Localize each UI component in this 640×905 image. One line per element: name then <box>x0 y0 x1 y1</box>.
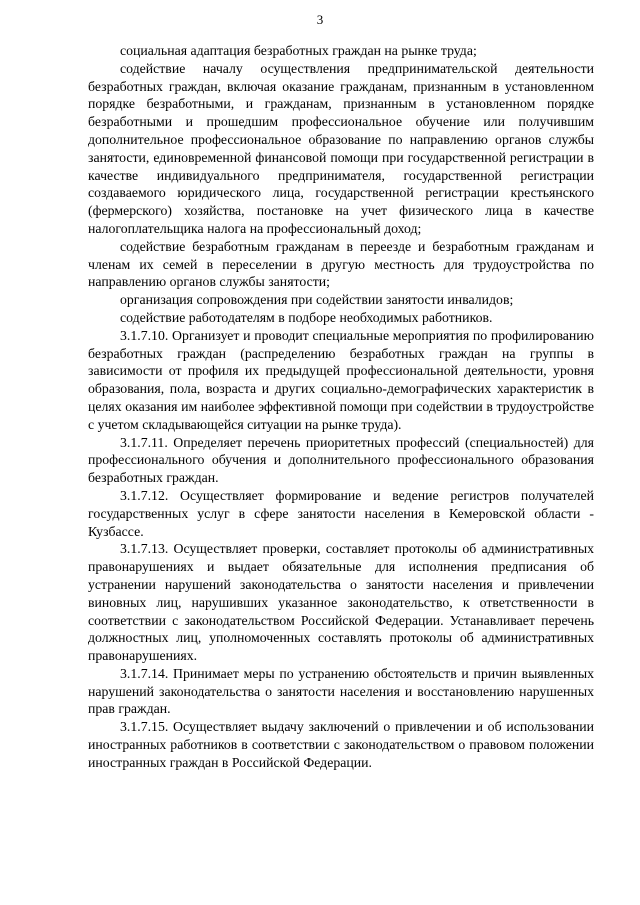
paragraph: содействие безработным гражданам в переезде и безработным гражданам и членам их семей в переселении в другую местность для трудоустройства по направлению органов службы занятости; <box>88 238 594 290</box>
page-number: 3 <box>316 12 324 27</box>
paragraph: 3.1.7.13. Осуществляет проверки, составляет протоколы об административных правонарушениях и выдает обязательные для исполнения предписания об устранении нарушений законодательства о занятости населения и привлечении виновных лиц, нарушивших указанное законодательство, к ответственности в соответствии с законодательством Российской Федерации. Устанавливает перечень должностных лиц, уполномоченных составлять протоколы об административных правонарушениях. <box>88 541 594 664</box>
paragraph: 3.1.7.10. Организует и проводит специальные мероприятия по профилированию безработных граждан (распределению безработных граждан на группы в зависимости от профиля их предыдущей профессиональной деятельности, уровня образования, пола, возраста и других социально-демографических характеристик в целях оказания им наиболее эффективной помощи при содействии в трудоустройстве с учетом складывающейся ситуации на рынке труда). <box>88 327 594 432</box>
paragraph: организация сопровождения при содействии занятости инвалидов; <box>120 292 514 308</box>
paragraph: 3.1.7.14. Принимает меры по устранению обстоятельств и причин выявленных нарушений законодательства о занятости населения и восстановлению нарушенных прав граждан. <box>88 665 594 717</box>
paragraph: 3.1.7.12. Осуществляет формирование и ведение регистров получателей государственных услуг в сфере занятости населения в Кемеровской области - Кузбассе. <box>88 487 594 539</box>
paragraph: содействие началу осуществления предпринимательской деятельности безработных граждан, включая оказание гражданам, признанным в установленном порядке безработными, и гражданам, признанным в установленном порядке безработными и прошедшим профессиональное обучение или получившим дополнительное профессиональное образование по направлению органов службы занятости, единовременной финансовой помощи при государственной регистрации в качестве индивидуального предпринимателя, государственной регистрации создаваемого юридического лица, государственной регистрации крестьянского (фермерского) хозяйства, постановке на учет физического лица в качестве налогоплательщика налога на профессиональный доход; <box>88 60 594 236</box>
paragraph: 3.1.7.15. Осуществляет выдачу заключений о привлечении и об использовании иностранных работников в соответствии с законодательством о правовом положении иностранных граждан в Российской Федерации. <box>88 719 594 770</box>
document-body <box>88 42 594 772</box>
paragraph: 3.1.7.11. Определяет перечень приоритетных профессий (специальностей) для профессионального обучения и дополнительного профессионального образования безработных граждан. <box>88 434 594 486</box>
paragraph: содействие работодателям в подборе необходимых работников. <box>120 309 493 325</box>
paragraph: социальная адаптация безработных граждан на рынке труда; <box>120 43 477 58</box>
